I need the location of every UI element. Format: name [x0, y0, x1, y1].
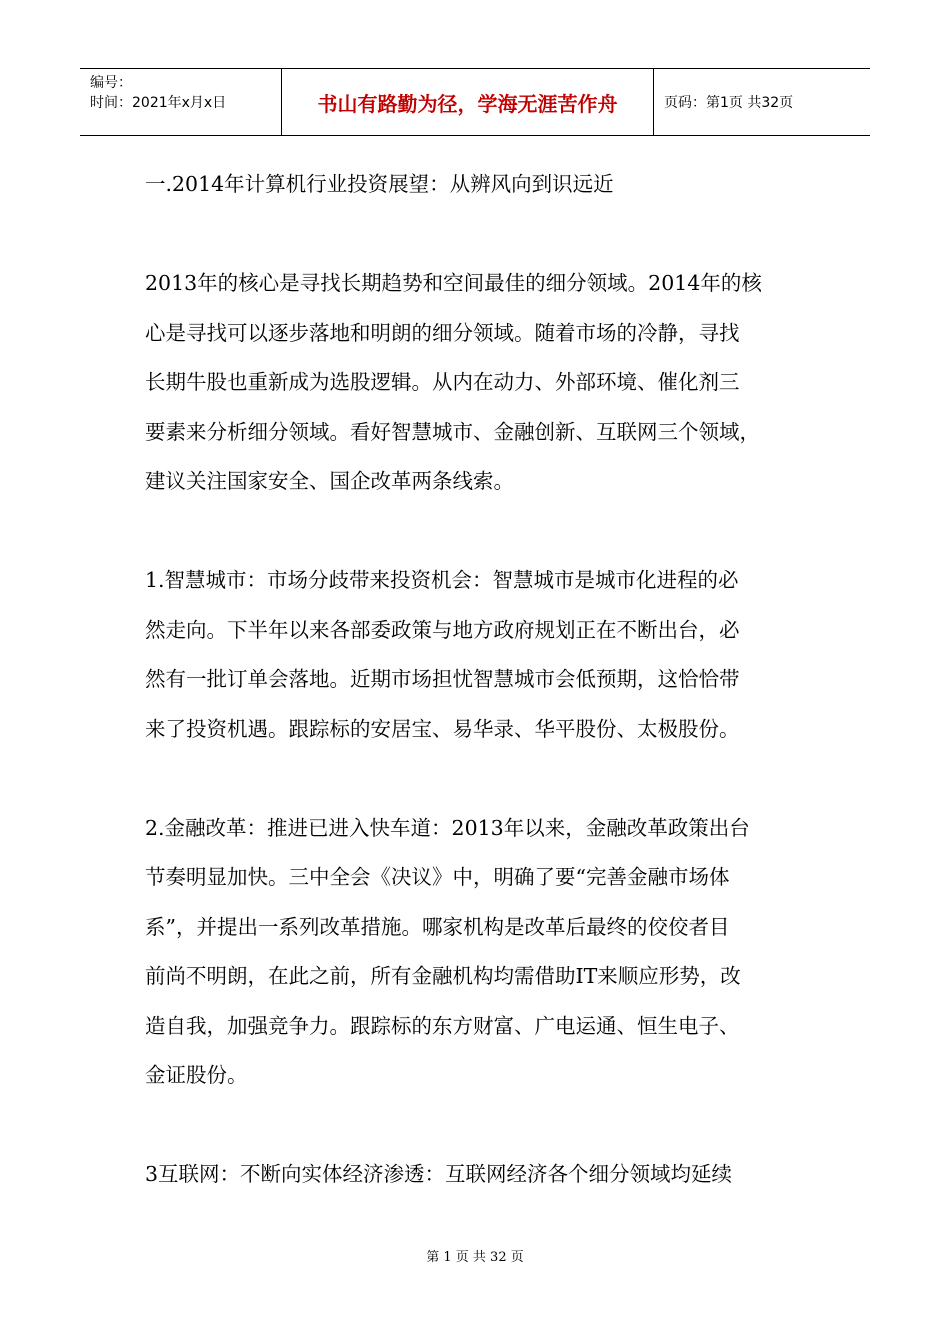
text-line: 要素来分析细分领域。看好智慧城市、金融创新、互联网三个领域，: [145, 419, 760, 444]
text-line: 3互联网：不断向实体经济渗透：互联网经济各个细分领域均延续: [145, 1162, 733, 1186]
text-line: 金证股份。: [145, 1063, 248, 1087]
paragraph-overview: [145, 259, 815, 507]
header-meta: [80, 69, 282, 135]
text-line: 1.智慧城市：市场分歧带来投资机会：智慧城市是城市化进程的必: [145, 568, 739, 592]
text-line: 来了投资机遇。跟踪标的安居宝、易华录、华平股份、太极股份。: [145, 716, 740, 741]
paragraph-smart-city: [145, 556, 815, 754]
text-line: 2013年的核心是寻找长期趋势和空间最佳的细分领域。2014年的核: [145, 271, 762, 295]
text-line: 前尚不明朗，在此之前，所有金融机构均需借助IT来顺应形势，改: [145, 964, 741, 988]
document-time-label: 时间：2021年x月x日: [90, 95, 227, 111]
text-line: 系”，并提出一系列改革措施。哪家机构是改革后最终的佼佼者目: [145, 914, 730, 939]
document-number-label: 编号：: [90, 75, 132, 91]
paragraph-financial-reform: [145, 804, 815, 1101]
text-line: 心是寻找可以逐步落地和明朗的细分领域。随着市场的冷静，寻找: [145, 320, 740, 345]
text-line: 长期牛股也重新成为选股逻辑。从内在动力、外部环境、催化剂三: [145, 370, 740, 394]
header-page-label: 页码：第1页 共32页: [664, 95, 794, 111]
text-line: 然有一批订单会落地。近期市场担忧智慧城市会低预期，这恰恰带: [145, 667, 740, 691]
text-line: 造自我，加强竞争力。跟踪标的东方财富、广电运通、恒生电子、: [145, 1013, 740, 1038]
page-footer: 第 1 页 共 32 页: [426, 1250, 524, 1265]
text-line: 然走向。下半年以来各部委政策与地方政府规划正在不断出台，必: [145, 617, 740, 642]
section-heading: 一.2014年计算机行业投资展望：从辨风向到识远近: [145, 172, 614, 196]
text-line: 节奏明显加快。三中全会《决议》中，明确了要“完善金融市场体: [145, 865, 730, 889]
header-motto: 书山有路勤为径，学海无涯苦作舟: [282, 69, 654, 135]
document-body: [145, 160, 815, 1200]
text-line: 建议关注国家安全、国企改革两条线索。: [145, 469, 514, 493]
paragraph-internet: [145, 1150, 815, 1200]
page-header: [80, 68, 870, 136]
text-line: 2.金融改革：推进已进入快车道：2013年以来，金融改革政策出台: [145, 815, 750, 840]
